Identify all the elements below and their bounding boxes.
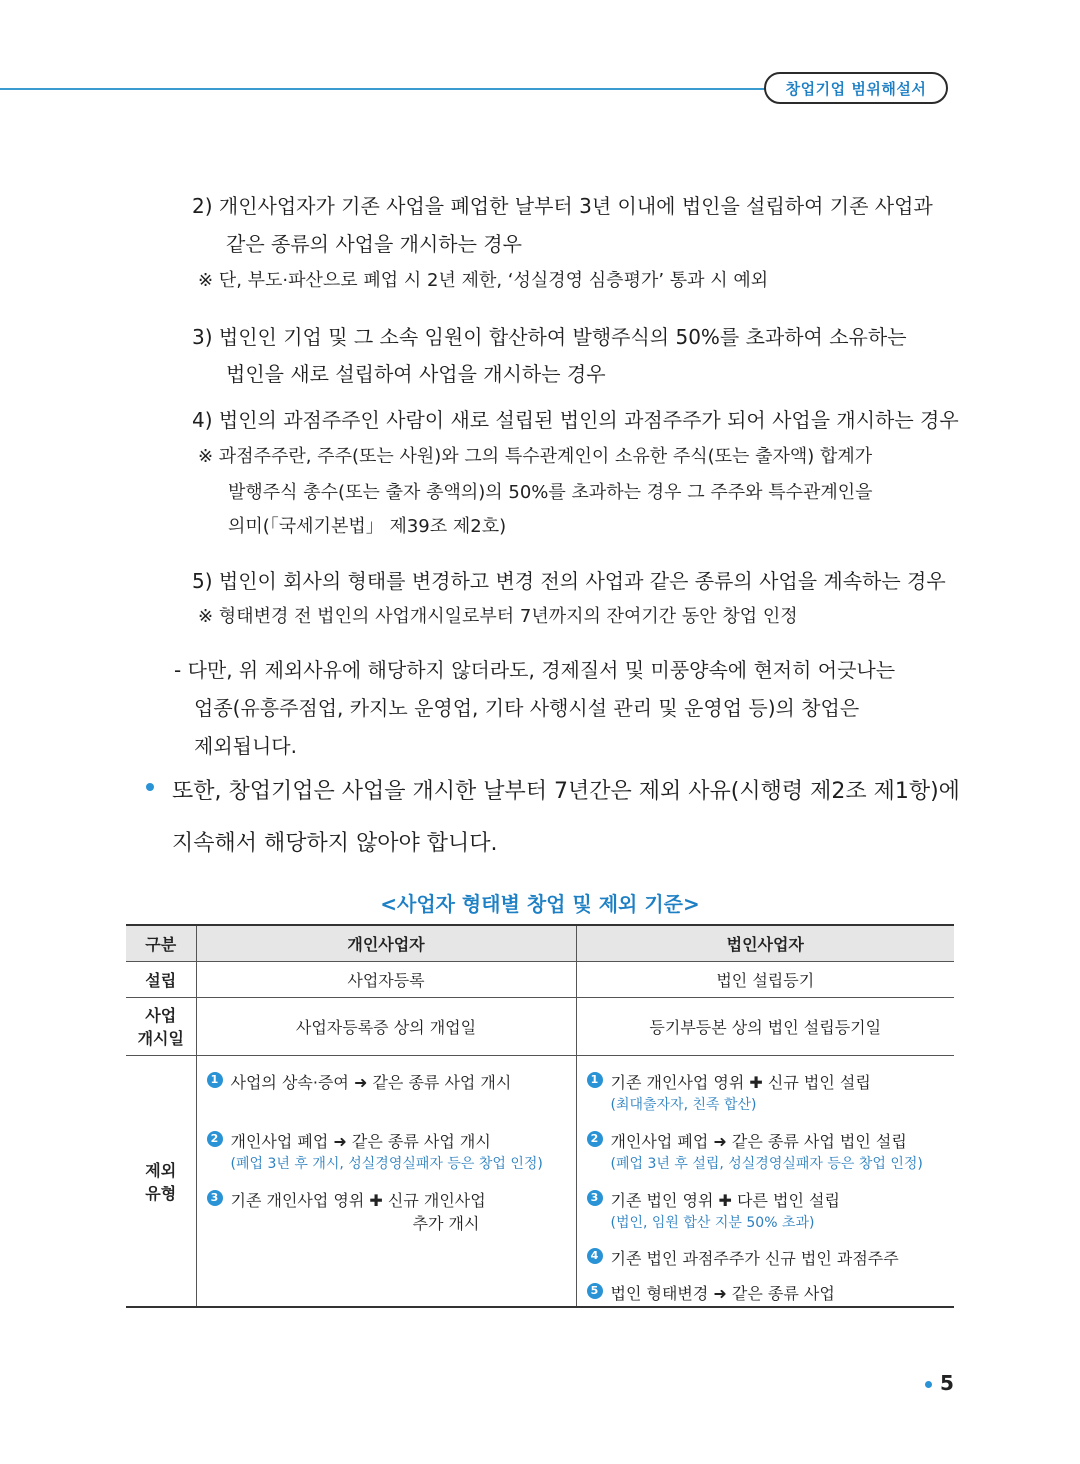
list-item — [587, 1281, 835, 1304]
criteria-table — [126, 924, 954, 1308]
list-item-text: 사업의 상속·증여 ➜ 같은 종류 사업 개시 — [230, 1072, 512, 1092]
list-item-text: 기존 법인 영위 ✚ 다른 법인 설립 — [610, 1190, 840, 1210]
header-rule — [0, 88, 770, 90]
list-item — [587, 1188, 840, 1211]
list-item-subtext: (최대출자자, 친족 합산) — [610, 1096, 757, 1113]
row-label-start-date — [126, 997, 196, 1055]
number-3-icon: 3 — [207, 1190, 223, 1206]
start-corporate: 등기부등본 상의 법인 설립등기일 — [576, 997, 954, 1055]
exclusion-individual — [196, 1055, 576, 1307]
list-item — [587, 1070, 871, 1093]
establish-corporate: 법인 설립등기 — [576, 961, 954, 997]
item-4-note-3: 의미(「국세기본법」 제39조 제2호) — [228, 516, 507, 537]
list-item-subtext: (법인, 임원 합산 지분 50% 초과) — [610, 1214, 815, 1231]
item-2-line-2: 같은 종류의 사업을 개시하는 경우 — [226, 232, 522, 256]
list-item-text: 개인사업 폐업 ➜ 같은 종류 사업 법인 설립 — [610, 1131, 907, 1151]
list-item-text: 기존 개인사업 영위 ✚ 신규 개인사업 — [230, 1190, 486, 1210]
list-item — [207, 1070, 512, 1093]
list-item — [587, 1129, 907, 1152]
item-4-note-1: ※ 과점주주란, 주주(또는 사원)와 그의 특수관계인이 소유한 주식(또는 출자액) 합계가 — [198, 446, 873, 467]
number-2-icon: 2 — [587, 1131, 603, 1147]
establish-individual: 사업자등록 — [196, 961, 576, 997]
item-5-line-1: 5) 법인이 회사의 형태를 변경하고 변경 전의 사업과 같은 종류의 사업을 계속하는 경우 — [192, 569, 946, 593]
item-2-note: ※ 단, 부도·파산으로 폐업 시 2년 제한, ‘성실경영 심층평가’ 통과 시 예외 — [198, 270, 769, 291]
list-item-subtext: (폐업 3년 후 설립, 성실경영실패자 등은 창업 인정) — [610, 1155, 923, 1172]
list-item-text: 기존 개인사업 영위 ✚ 신규 법인 설립 — [610, 1072, 871, 1092]
item-3-line-2: 법인을 새로 설립하여 사업을 개시하는 경우 — [226, 362, 606, 386]
item-4-line-1: 4) 법인의 과점주주인 사람이 새로 설립된 법인의 과점주주가 되어 사업을 개시하는 경우 — [192, 408, 959, 432]
list-item-text: 개인사업 폐업 ➜ 같은 종류 사업 개시 — [230, 1131, 491, 1151]
header-category: 구분 — [126, 925, 196, 961]
table-row — [126, 997, 954, 1055]
item-3-line-1: 3) 법인인 기업 및 그 소속 임원이 합산하여 발행주식의 50%를 초과하여 소유하는 — [192, 325, 907, 349]
row-label-start-1: 사업 — [145, 1006, 177, 1025]
table-row — [126, 1055, 954, 1307]
row-label-start-2: 개시일 — [137, 1029, 184, 1048]
table-row — [126, 961, 954, 997]
row-label-exclusion-2: 유형 — [145, 1183, 177, 1203]
list-item — [207, 1129, 491, 1152]
item-4-note-2: 발행주식 총수(또는 출자 총액의)의 50%를 초과하는 경우 그 주주와 특수관계인을 — [228, 482, 873, 503]
exception-line-2: 업종(유흥주점업, 카지노 운영업, 기타 사행시설 관리 및 운영업 등)의 창업은 — [194, 696, 860, 720]
number-2-icon: 2 — [207, 1131, 223, 1147]
start-individual: 사업자등록증 상의 개업일 — [196, 997, 576, 1055]
list-item — [207, 1188, 486, 1211]
bullet-line-1: 또한, 창업기업은 사업을 개시한 날부터 7년간은 제외 사유(시행령 제2조 제1항)에 — [172, 779, 960, 804]
section-title-badge: 창업기업 범위해설서 — [764, 72, 948, 104]
number-1-icon: 1 — [587, 1072, 603, 1088]
header-individual: 개인사업자 — [196, 925, 576, 961]
bullet-dot-icon — [146, 783, 154, 791]
page-dot-icon — [925, 1381, 932, 1388]
header-corporate: 법인사업자 — [576, 925, 954, 961]
exception-line-3: 제외됩니다. — [194, 734, 297, 758]
number-3-icon: 3 — [587, 1190, 603, 1206]
list-item — [587, 1246, 899, 1269]
item-5-note: ※ 형태변경 전 법인의 사업개시일로부터 7년까지의 잔여기간 동안 창업 인정 — [198, 606, 798, 627]
exception-line-1: - 다만, 위 제외사유에 해당하지 않더라도, 경제질서 및 미풍양속에 현저히 어긋나는 — [174, 658, 896, 682]
table-title: <사업자 형태별 창업 및 제외 기준> — [380, 892, 700, 916]
item-2-line-1: 2) 개인사업자가 기존 사업을 폐업한 날부터 3년 이내에 법인을 설립하여 기존 사업과 — [192, 194, 933, 218]
row-label-exclusion — [126, 1055, 196, 1307]
page-number: 5 — [940, 1371, 954, 1395]
number-4-icon: 4 — [587, 1248, 603, 1264]
number-1-icon: 1 — [207, 1072, 223, 1088]
bullet-line-2: 지속해서 해당하지 않아야 합니다. — [172, 831, 498, 856]
list-item-text: 기존 법인 과점주주가 신규 법인 과점주주 — [610, 1248, 899, 1268]
table-header-row — [126, 925, 954, 961]
row-label-establish: 설립 — [126, 961, 196, 997]
list-item-continuation: 추가 개시 — [412, 1213, 480, 1233]
list-item-text: 법인 형태변경 ➜ 같은 종류 사업 — [610, 1283, 835, 1303]
row-label-exclusion-1: 제외 — [145, 1160, 177, 1180]
number-5-icon: 5 — [587, 1283, 603, 1299]
list-item-subtext: (폐업 3년 후 개시, 성실경영실패자 등은 창업 인정) — [230, 1155, 543, 1172]
exclusion-corporate — [576, 1055, 954, 1307]
